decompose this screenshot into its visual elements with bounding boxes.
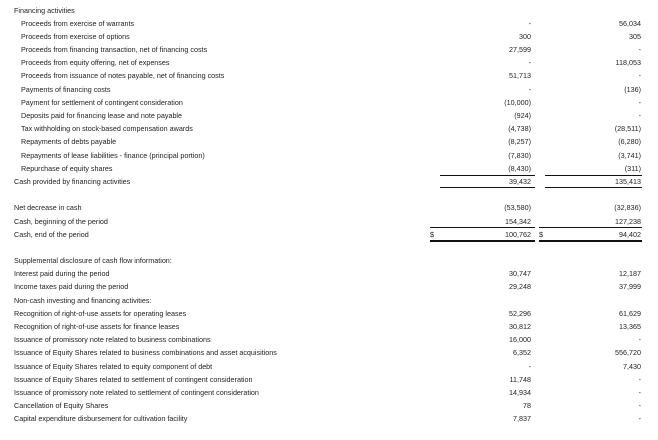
table-row: [0, 162, 658, 175]
financing-total-row: [0, 175, 658, 188]
row-label: Issuance of promissory note related to business combinations: [14, 335, 211, 345]
section-heading: Financing activities: [14, 5, 75, 15]
value-current: 300: [519, 31, 531, 41]
value-prior: 556,720: [615, 348, 641, 358]
table-row: [0, 399, 658, 412]
table-row: [0, 307, 658, 320]
value-current: 52,296: [509, 308, 531, 318]
value-prior: (136): [624, 84, 641, 94]
row-label: Cash, beginning of the period: [14, 216, 108, 226]
value-prior: 118,053: [615, 58, 641, 68]
value-prior: -: [638, 111, 641, 120]
taxes-row: [0, 280, 658, 293]
row-label: Cash provided by financing activities: [14, 176, 131, 186]
value-current: 14,934: [509, 387, 531, 397]
value-current: 16,000: [509, 335, 531, 345]
section-heading: Non-cash investing and financing activities:: [14, 295, 152, 305]
table-row: [0, 346, 658, 359]
row-label: Repayments of debts payable: [21, 137, 117, 147]
value-prior: 94,402: [619, 229, 641, 239]
row-label: Issuance of Equity Shares related to settlement of contingent consideration: [14, 374, 253, 384]
table-row: [0, 96, 658, 109]
value-current: (924): [514, 111, 531, 120]
table-row: [0, 360, 658, 373]
value-current: 154,342: [505, 216, 531, 226]
value-current: (53,580): [504, 203, 531, 213]
value-prior: (311): [624, 163, 641, 173]
cash-flow-statement: [0, 4, 658, 426]
table-row: [0, 43, 658, 56]
row-label: Repayments of lease liabilities - finance (principal portion): [21, 150, 205, 160]
table-row: [0, 412, 658, 425]
row-label: Issuance of Equity Shares related to business combinations and asset acquisitions: [14, 348, 277, 358]
value-prior: -: [638, 335, 641, 345]
value-current: -: [528, 18, 531, 28]
table-row: [0, 386, 658, 399]
value-current: 7,837: [513, 414, 531, 424]
row-label: Proceeds from exercise of options: [21, 31, 130, 41]
value-current: (10,000): [504, 97, 531, 107]
cash-beginning-row: [0, 215, 658, 228]
value-prior: (28,511): [614, 124, 641, 134]
supplemental-heading-row: [0, 254, 658, 267]
value-prior: -: [638, 374, 641, 384]
value-prior: 37,999: [619, 282, 641, 292]
table-row: [0, 109, 658, 122]
row-label: Proceeds from exercise of warrants: [21, 18, 135, 28]
cash-end-row: [0, 228, 658, 241]
row-label: Proceeds from issuance of notes payable, net of financing costs: [21, 71, 225, 81]
interest-row: [0, 267, 658, 280]
table-row: [0, 83, 658, 96]
value-current: 29,248: [509, 282, 531, 292]
value-current: 100,762: [505, 229, 531, 239]
row-label: Repurchase of equity shares: [21, 163, 113, 173]
value-current: 11,748: [509, 374, 531, 384]
value-prior: -: [638, 71, 641, 81]
row-label: Income taxes paid during the period: [14, 282, 129, 292]
row-label: Proceeds from financing transaction, net of financing costs: [21, 45, 208, 55]
section-heading: Supplemental disclosure of cash flow information:: [14, 256, 172, 266]
financing-heading-row: [0, 4, 658, 17]
value-prior: 56,034: [619, 18, 641, 28]
value-prior: -: [638, 414, 641, 424]
value-current: -: [528, 361, 531, 371]
row-label: Net decrease in cash: [14, 203, 82, 213]
value-prior: 61,629: [619, 308, 641, 318]
row-label: Cancellation of Equity Shares: [14, 401, 109, 411]
value-prior: 305: [629, 31, 641, 41]
table-row: [0, 149, 658, 162]
table-row: [0, 30, 658, 43]
value-current: 6,352: [513, 348, 531, 358]
table-row: [0, 56, 658, 69]
row-label: Issuance of promissory note related to settlement of contingent consideration: [14, 387, 259, 397]
value-current: (4,738): [508, 124, 531, 134]
value-current: -: [528, 58, 531, 68]
row-label: Proceeds from equity offering, net of expenses: [21, 58, 170, 68]
table-row: [0, 320, 658, 333]
value-current: (8,257): [508, 137, 531, 147]
value-current: 78: [523, 401, 531, 411]
value-current: 30,812: [509, 322, 531, 331]
value-prior: -: [638, 401, 641, 411]
value-current: -: [528, 84, 531, 94]
table-row: [0, 69, 658, 82]
table-row: [0, 122, 658, 135]
value-current: (7,830): [508, 150, 531, 160]
value-prior: (32,836): [614, 203, 641, 213]
value-prior: 127,238: [615, 216, 641, 226]
row-label: Payments of financing costs: [21, 84, 111, 94]
value-prior: 135,413: [615, 176, 641, 186]
row-label: Cash, end of the period: [14, 229, 89, 239]
value-current: 27,599: [509, 45, 531, 55]
row-label: Payment for settlement of contingent consideration: [21, 97, 183, 107]
currency-symbol: $: [430, 229, 434, 239]
table-row: [0, 17, 658, 30]
table-row: [0, 373, 658, 386]
value-prior: (3,741): [618, 150, 641, 160]
value-current: 30,747: [509, 269, 531, 279]
value-prior: 7,430: [623, 361, 641, 371]
row-label: Capital expenditure disbursement for cultivation facility: [14, 414, 188, 424]
value-current: 51,713: [509, 71, 531, 81]
value-current: (8,430): [508, 163, 531, 173]
value-prior: -: [638, 97, 641, 107]
value-prior: (6,280): [618, 137, 641, 147]
row-label: Recognition of right-of-use assets for operating leases: [14, 308, 187, 318]
value-prior: 13,365: [619, 322, 641, 331]
value-prior: -: [638, 387, 641, 397]
net-decrease-row: [0, 201, 658, 214]
currency-symbol: $: [539, 229, 543, 239]
row-label: Interest paid during the period: [14, 269, 110, 279]
noncash-heading-row: [0, 294, 658, 307]
table-row: [0, 333, 658, 346]
row-label: Tax withholding on stock-based compensation awards: [21, 124, 193, 134]
row-label: Recognition of right-of-use assets for finance leases: [14, 322, 180, 331]
row-label: Issuance of Equity Shares related to equity component of debt: [14, 361, 213, 371]
row-label: Deposits paid for financing lease and note payable: [21, 111, 183, 120]
value-current: 39,432: [509, 176, 531, 186]
value-prior: -: [638, 45, 641, 55]
table-row: [0, 135, 658, 148]
value-prior: 12,187: [619, 269, 641, 279]
